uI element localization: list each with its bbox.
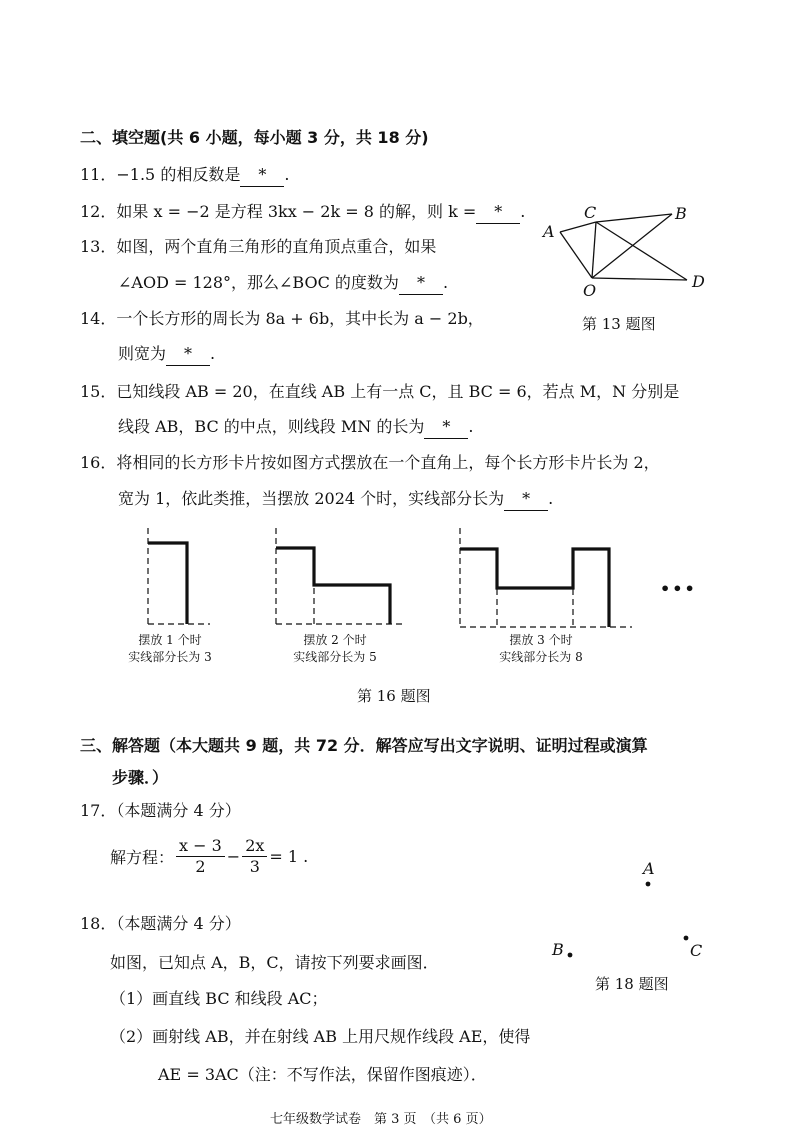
point-c-dot [684,936,689,941]
fig18-label-c: C [690,941,703,960]
point-label-b: B [675,204,687,223]
answer-blank: * [476,201,520,224]
question-text: 宽为 1，依此类推，当摆放 2024 个时，实线部分长为 [118,489,505,508]
question-number: 12． [80,202,117,221]
question-13-line-2: ∠AOD = 128°，那么∠BOC 的度数为 * . [118,272,448,295]
point-label-c: C [584,203,597,222]
question-text: 如果 x = −2 是方程 3kx − 2k = 8 的解，则 k = [116,202,477,221]
question-text: 一个长方形的周长为 8a + 6b，其中长为 a − 2b， [116,309,484,328]
answer-blank: * [399,272,443,295]
answer-blank: * [166,343,210,366]
figure-16-panel-2-label: 摆放 2 个时 实线部分长为 5 [293,633,377,664]
point-label-a: A [543,222,555,241]
question-text: 已知线段 AB = 20，在直线 AB 上有一点 C，且 BC = 6，若点 M，N 分别是 [116,382,680,401]
figure-13-caption: 第 13 题图 [582,315,656,333]
question-18-item-2: （2）画射线 AB，并在射线 AB 上用尺规作线段 AE，使得 [110,1027,531,1046]
question-number: 14． [80,309,117,328]
question-text: −1.5 的相反数是 [116,165,241,184]
question-number: 18． [80,914,117,933]
question-score: （本题满分 4 分） [116,801,241,820]
question-18-item-3: AE = 3AC（注：不写作法，保留作图痕迹）． [158,1065,487,1084]
section-three-title: 三、解答题（本大题共 9 题，共 72 分．解答应写出文字说明、证明过程或演算 [80,736,648,755]
figure-18-caption: 第 18 题图 [595,975,669,993]
question-11: 11．−1.5 的相反数是 * . [80,164,289,187]
figure-16-panel-1-label: 摆放 1 个时 实线部分长为 3 [128,633,212,664]
point-a-dot [646,882,651,887]
question-14-line-2: 则宽为 * . [118,343,215,366]
question-12: 12．如果 x = −2 是方程 3kx − 2k = 8 的解，则 k = * . [80,201,525,224]
question-number: 16． [80,453,117,472]
section-three-title-cont: 步骤．） [112,768,169,787]
fig18-label-a: A [643,859,655,878]
question-score: （本题满分 4 分） [116,914,241,933]
section-two-title: 二、填空题(共 6 小题，每小题 3 分，共 18 分) [80,128,429,147]
page-footer: 七年级数学试卷 第 3 页 （共 6 页） [270,1112,492,1127]
point-b-dot [568,953,573,958]
point-label-d: D [692,272,705,291]
answer-blank: * [504,488,548,511]
point-label-o: O [583,281,597,300]
fraction-1: $\frac{x - 3}{2}$ [176,836,225,877]
fig18-label-b: B [552,940,564,959]
question-number: 17． [80,801,117,820]
figure-16-ellipsis: ••• [660,579,697,598]
fraction-2: $\frac{2x}{3}$ [242,836,267,877]
question-15-line-2: 线段 AB，BC 的中点，则线段 MN 的长为 * . [118,416,473,439]
question-text: 将相同的长方形卡片按如图方式摆放在一个直角上，每个长方形卡片长为 2， [116,453,660,472]
question-18-text: 如图，已知点 A，B，C，请按下列要求画图． [110,953,439,972]
question-text: ∠AOD = 128°，那么∠BOC 的度数为 [118,273,399,292]
question-17-equation: 解方程： $\frac{x - 3}{2}$ − $\frac{2x}{3}$ = 1 . [110,836,309,876]
question-text: 如图，两个直角三角形的直角顶点重合，如果 [116,237,437,256]
question-text: 则宽为 [118,344,167,363]
question-number: 13． [80,237,117,256]
answer-blank: * [240,164,284,187]
question-16-line-2: 宽为 1，依此类推，当摆放 2024 个时，实线部分长为 * . [118,488,553,511]
figure-16-panel-3-label: 摆放 3 个时 实线部分长为 8 [499,633,583,664]
question-number: 15． [80,382,117,401]
answer-blank: * [424,416,468,439]
figure-16-caption: 第 16 题图 [357,687,431,705]
question-number: 11． [80,165,117,184]
question-18-item-1: （1）画直线 BC 和线段 AC； [110,989,328,1008]
question-text: 线段 AB，BC 的中点，则线段 MN 的长为 [118,417,425,436]
